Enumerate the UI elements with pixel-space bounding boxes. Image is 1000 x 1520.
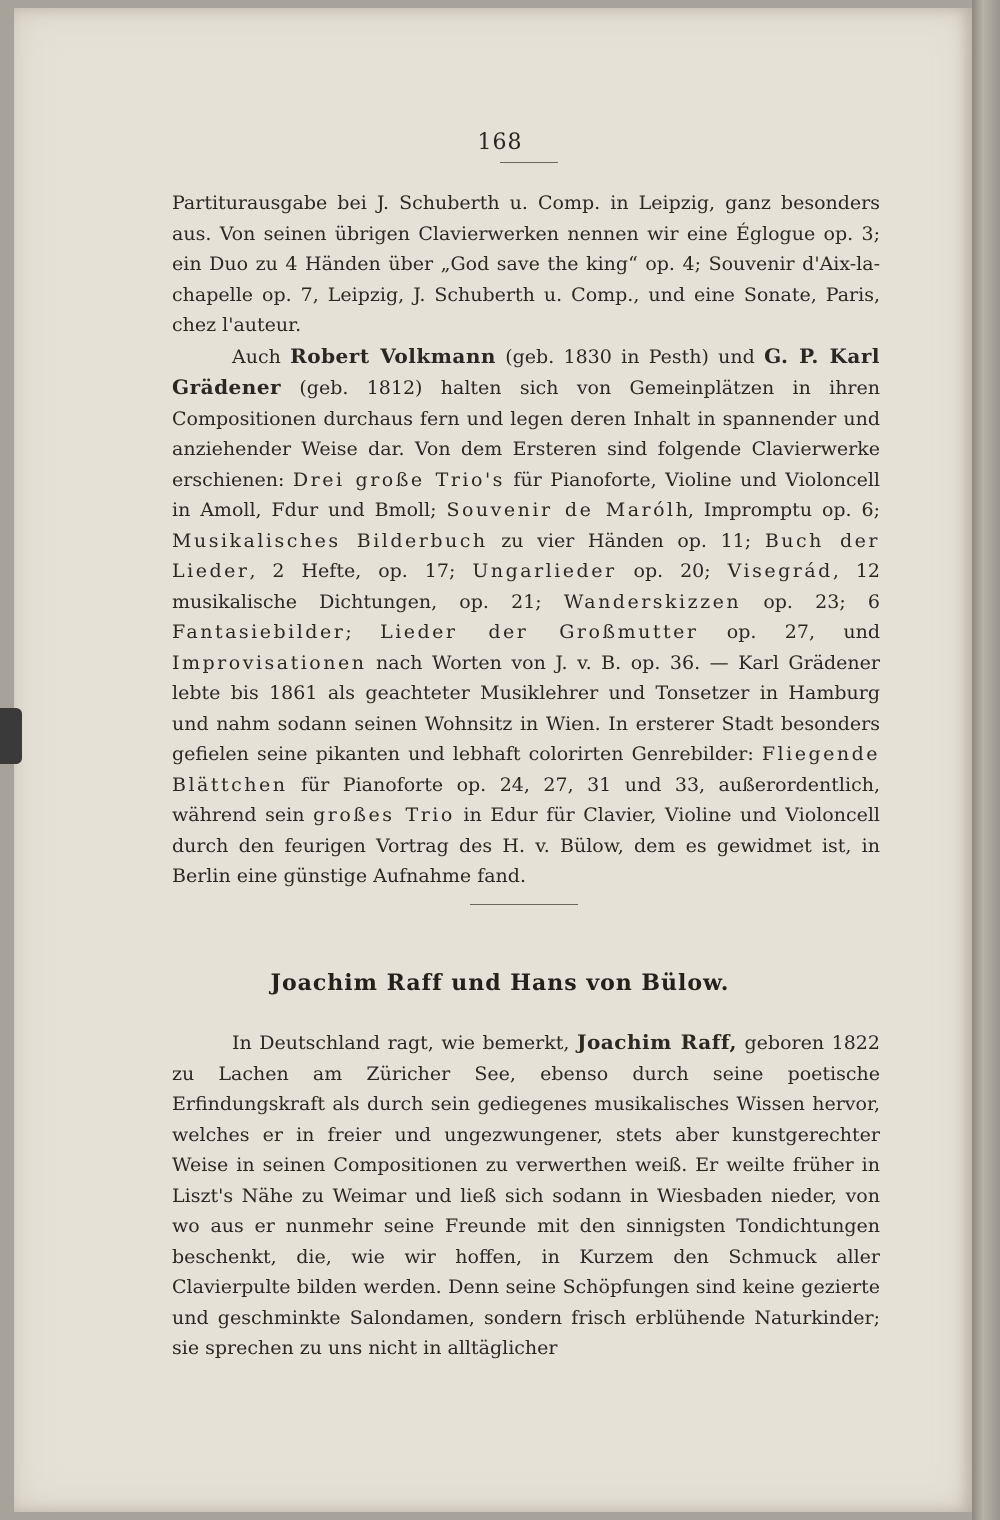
name-graedener: G. P. Karl Grädener (172, 343, 880, 399)
work-title: Fliegende Blättchen (172, 743, 880, 796)
text-run: (geb. 1812) halten sich von Gemeinplätzen in ihren Compositionen durchaus fern und legen deren Inhalt in spannender und anziehender Weise dar. Von dem Ersteren sind folgende Clavierwerke erschienen: (172, 377, 880, 491)
text-run: (geb. 1830 in Pesth) und (495, 345, 765, 368)
section-divider (470, 904, 578, 905)
text-run: , 2 Hefte, op. 17; (249, 560, 473, 582)
page-edge (972, 0, 1000, 1520)
text-run: In Deutschland ragt, wie bemerkt, (232, 1032, 577, 1054)
text-run: op. 23; 6 (741, 590, 880, 613)
work-title: großes Trio (313, 804, 455, 826)
work-title: Drei große Trio's (292, 468, 505, 491)
text-run: op. 20; (616, 560, 728, 582)
name-raff: Joachim Raff, (577, 1030, 737, 1054)
page-number: 168 (477, 130, 523, 155)
binding-clip (0, 708, 22, 764)
work-title: Lieder der Großmutter (380, 621, 699, 643)
section-heading: Joachim Raff und Hans von Bülow. (270, 970, 730, 996)
work-title: Fantasiebilder (172, 621, 346, 643)
work-title: Ungarlieder (472, 560, 617, 582)
work-title: Wanderskizzen (563, 590, 742, 613)
text-run: Auch (232, 345, 291, 368)
text-run: zu vier Händen op. 11; (487, 529, 765, 552)
page-number-rule (500, 162, 558, 163)
text-run: h, Impromptu op. 6; (675, 499, 880, 521)
paragraph-2 (172, 341, 880, 892)
paragraph-1: Partiturausgabe bei J. Schuberth u. Comp. in Leipzig, ganz besonders aus. Von seinen übrigen Clavierwerken nennen wir eine Églogue op. 3; ein Duo zu 4 Händen über „God save the king“ op. 4; Souvenir d'Aix-la-chapelle op. 7, Leipzig, J. Schuberth u. Comp., und eine Sonate, Paris, chez l'auteur. (172, 192, 880, 336)
text-run: , 12 musikalische Dichtungen, op. 21; (172, 560, 880, 613)
text-run: in Edur für Clavier, Violine und Violoncell durch den feurigen Vortrag des H. v. Bülow, dem es gewidmet ist, in Berlin eine günstige Aufnahme fand. (172, 804, 880, 887)
text-run: geboren 1822 zu Lachen am Züricher See, ebenso durch seine poetische Erfindungskraft als durch sein gediegenes musikalisches Wissen hervor, welches er in freier und ungezwungener, stets aber kunstgerechter Weise in seinen Compositionen zu verwerthen weiß. Er weilte früher in Liszt's Nähe zu Weimar und ließ sich sodann in Wiesbaden nieder, von wo aus er nunmehr seine Freunde mit den sinnigsten Tondichtungen beschenkt, die, wie wir hoffen, in Kurzem den Schmuck aller Clavierpulte bilden werden. Denn seine Schöpfungen sind keine gezierte und geschminkte Salondamen, sondern frisch erblühende Naturkinder; sie sprechen zu uns nicht in alltäglicher (172, 1032, 880, 1359)
paragraph-3 (172, 1027, 880, 1364)
work-title: Visegrád (727, 560, 833, 582)
text-run: ; (345, 621, 381, 643)
work-title: Musikalisches Bilderbuch (172, 529, 488, 552)
text-block-lower (172, 1027, 880, 1364)
text-run: nach Worten von J. v. B. op. 36. — Karl Grädener lebte bis 1861 als geachteter Musiklehrer und Tonsetzer in Hamburg und nahm sodann seinen Wohnsitz in Wien. In ersterer Stadt besonders gefielen seine pikanten und lebhaft colorirten Genrebilder: (172, 651, 880, 765)
name-volkmann: Robert Volkmann (290, 343, 496, 368)
work-title: Souvenir de Maról (446, 499, 676, 521)
text-run: op. 27, und (698, 621, 880, 643)
work-title: Buch der Lieder (172, 529, 881, 582)
text-run: für Pianoforte, Violine und Violoncell in Amoll, Fdur und Bmoll; (172, 468, 880, 521)
text-run: für Pianoforte op. 24, 27, 31 und 33, außerordentlich, während sein (172, 773, 880, 826)
text-block-upper (172, 188, 880, 892)
work-title: Improvisationen (172, 651, 367, 674)
